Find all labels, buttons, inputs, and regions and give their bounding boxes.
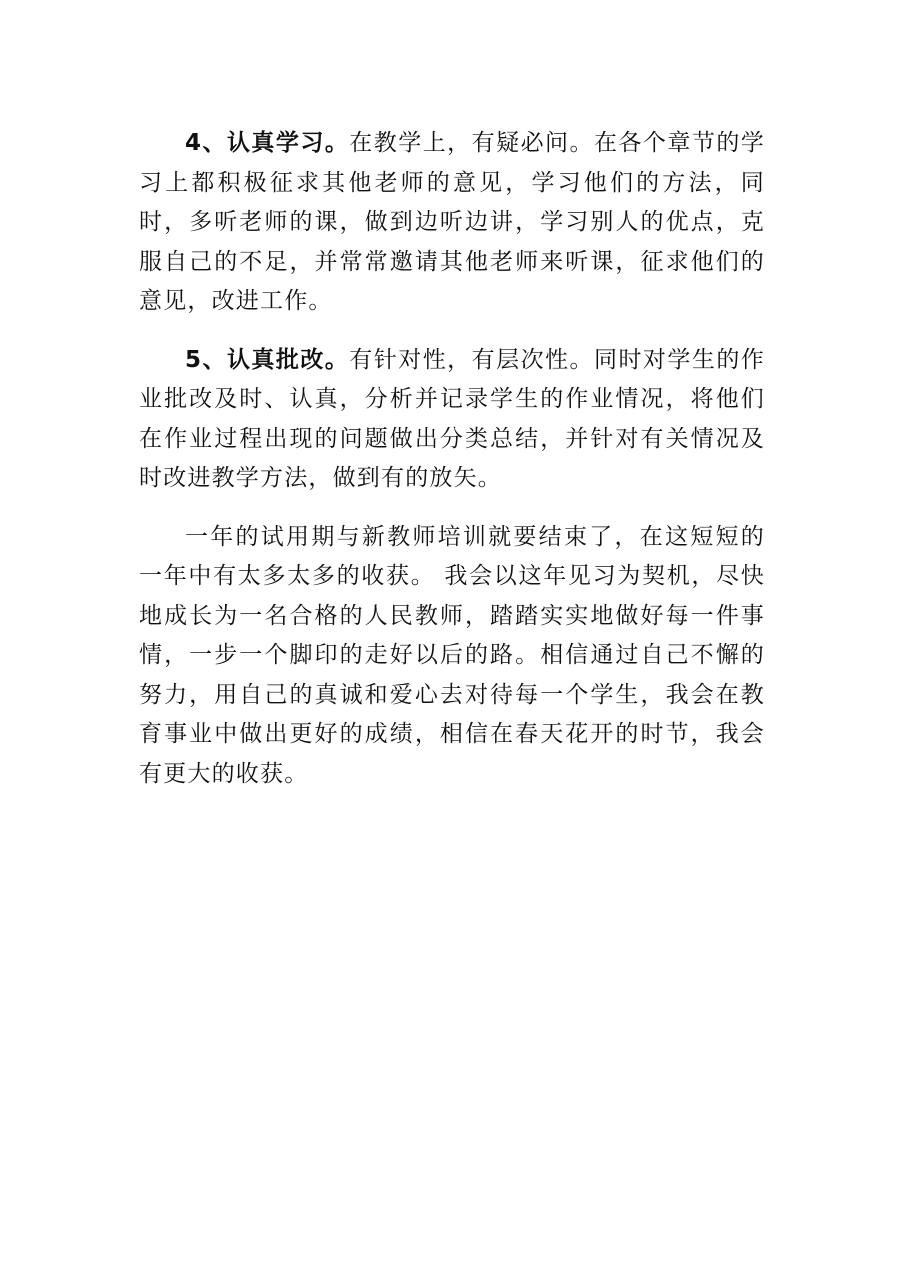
paragraph-heading-grading: 5、认真批改。: [185, 346, 350, 373]
paragraph-text-conclusion: 一年的试用期与新教师培训就要结束了，在这短短的一年中有太多太多的收获。 我会以这年见习为契机，尽快地成长为一名合格的人民教师，踏踏实实地做好每一件事情，一步一个脚印的走好以后的路。相信通过自己不懈的努力，用自己的真诚和爱心去对待每一个学生，我会在教育事业中做出更好的成绩，相信在春天花开的时节，我会有更大的收获。: [139, 523, 765, 787]
paragraph-conclusion: [139, 518, 765, 795]
document-body: [139, 124, 765, 794]
paragraph-grading: [139, 341, 765, 499]
paragraph-study: [139, 124, 765, 322]
paragraph-text-study: 在教学上，有疑必问。在各个章节的学习上都积极征求其他老师的意见，学习他们的方法，同时，多听老师的课，做到边听边讲，学习别人的优点，克服自己的不足，并常常邀请其他老师来听课，征求他们的意见，改进工作。: [139, 130, 766, 314]
paragraph-heading-study: 4、认真学习。: [185, 130, 350, 156]
paragraph-text-grading: 有针对性，有层次性。同时对学生的作业批改及时、认真，分析并记录学生的作业情况，将他们在作业过程出现的问题做出分类总结，并针对有关情况及时改进教学方法，做到有的放矢。: [139, 346, 766, 491]
